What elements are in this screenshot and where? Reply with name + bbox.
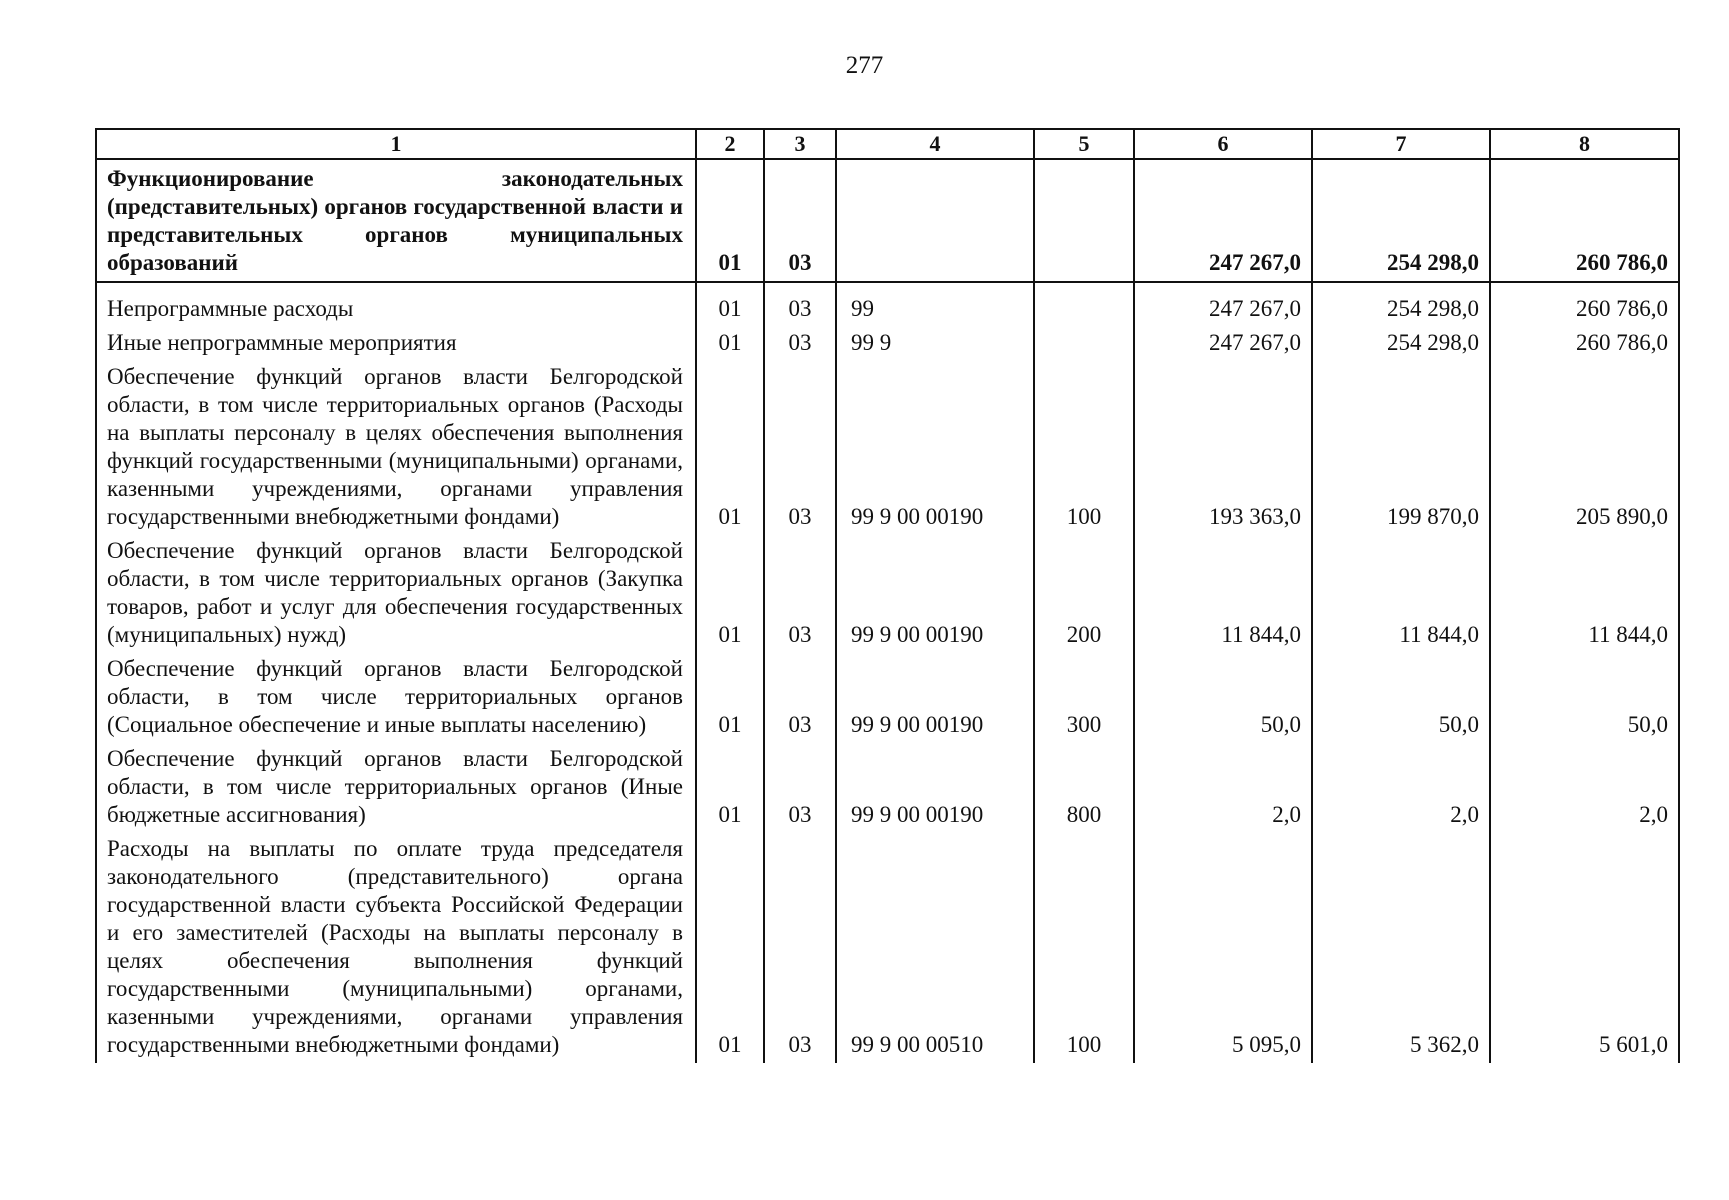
row-section-code: 01 xyxy=(696,159,764,282)
row-subsection-code: 03 xyxy=(764,159,836,282)
row-target-article: 99 9 xyxy=(836,325,1034,359)
row-name: Обеспечение функций органов власти Белгородской области, в том числе территориальных органов (Закупка товаров, работ и услуг для обеспечения государственных (муниципальных) нужд) xyxy=(96,533,696,651)
page-number: 277 xyxy=(845,52,884,79)
row-subsection-code: 03 xyxy=(764,282,836,325)
table-row xyxy=(96,282,1679,325)
row-target-article: 99 9 00 00190 xyxy=(836,533,1034,651)
row-section-code: 01 xyxy=(696,359,764,533)
row-amount-year-2: 5 362,0 xyxy=(1312,831,1490,1063)
row-name: Иные непрограммные мероприятия xyxy=(96,325,696,359)
table-row xyxy=(96,651,1679,741)
table-row xyxy=(96,359,1679,533)
row-expense-type: 200 xyxy=(1034,533,1134,651)
row-amount-year-3: 205 890,0 xyxy=(1490,359,1679,533)
row-name: Непрограммные расходы xyxy=(96,282,696,325)
row-amount-year-2: 50,0 xyxy=(1312,651,1490,741)
row-expense-type: 100 xyxy=(1034,359,1134,533)
row-amount-year-1: 247 267,0 xyxy=(1134,282,1312,325)
row-name: Расходы на выплаты по оплате труда председателя законодательного (представительного) органа государственной власти субъекта Российской Федерации и его заместителей (Расходы на выплаты персоналу в целях обеспечения выполнения функций государственными (муниципальными) органами, казенными учреждениями, органами управления государственными внебюджетными фондами) xyxy=(96,831,696,1063)
column-header-5: 5 xyxy=(1034,129,1134,159)
row-amount-year-1: 5 095,0 xyxy=(1134,831,1312,1063)
row-amount-year-1: 193 363,0 xyxy=(1134,359,1312,533)
row-amount-year-2: 254 298,0 xyxy=(1312,159,1490,282)
row-amount-year-3: 2,0 xyxy=(1490,741,1679,831)
column-header-7: 7 xyxy=(1312,129,1490,159)
column-header-4: 4 xyxy=(836,129,1034,159)
row-subsection-code: 03 xyxy=(764,359,836,533)
column-header-2: 2 xyxy=(696,129,764,159)
row-target-article: 99 9 00 00190 xyxy=(836,651,1034,741)
row-expense-type: 300 xyxy=(1034,651,1134,741)
row-amount-year-1: 247 267,0 xyxy=(1134,159,1312,282)
row-subsection-code: 03 xyxy=(764,831,836,1063)
row-name: Обеспечение функций органов власти Белгородской области, в том числе территориальных органов (Иные бюджетные ассигнования) xyxy=(96,741,696,831)
table-row xyxy=(96,831,1679,1063)
row-amount-year-3: 260 786,0 xyxy=(1490,325,1679,359)
row-name: Обеспечение функций органов власти Белгородской области, в том числе территориальных органов (Расходы на выплаты персоналу в целях обеспечения выполнения функций государственными (муниципальными) органами, казенными учреждениями, органами управления государственными внебюджетными фондами) xyxy=(96,359,696,533)
row-section-code: 01 xyxy=(696,325,764,359)
row-amount-year-2: 2,0 xyxy=(1312,741,1490,831)
row-amount-year-3: 11 844,0 xyxy=(1490,533,1679,651)
row-amount-year-3: 260 786,0 xyxy=(1490,159,1679,282)
column-header-6: 6 xyxy=(1134,129,1312,159)
row-amount-year-3: 260 786,0 xyxy=(1490,282,1679,325)
row-amount-year-1: 2,0 xyxy=(1134,741,1312,831)
table-row xyxy=(96,325,1679,359)
column-header-1: 1 xyxy=(96,129,696,159)
budget-table xyxy=(95,128,1680,1063)
row-target-article: 99 9 00 00510 xyxy=(836,831,1034,1063)
row-expense-type xyxy=(1034,282,1134,325)
table-row xyxy=(96,741,1679,831)
row-target-article: 99 9 00 00190 xyxy=(836,359,1034,533)
table-row xyxy=(96,533,1679,651)
row-expense-type xyxy=(1034,159,1134,282)
row-target-article: 99 9 00 00190 xyxy=(836,741,1034,831)
row-amount-year-2: 11 844,0 xyxy=(1312,533,1490,651)
row-amount-year-2: 254 298,0 xyxy=(1312,282,1490,325)
row-amount-year-1: 50,0 xyxy=(1134,651,1312,741)
row-amount-year-1: 247 267,0 xyxy=(1134,325,1312,359)
column-header-3: 3 xyxy=(764,129,836,159)
row-section-code: 01 xyxy=(696,282,764,325)
row-expense-type: 100 xyxy=(1034,831,1134,1063)
column-header-8: 8 xyxy=(1490,129,1679,159)
row-amount-year-3: 5 601,0 xyxy=(1490,831,1679,1063)
row-subsection-code: 03 xyxy=(764,325,836,359)
row-name: Обеспечение функций органов власти Белгородской области, в том числе территориальных органов (Социальное обеспечение и иные выплаты населению) xyxy=(96,651,696,741)
row-section-code: 01 xyxy=(696,533,764,651)
row-amount-year-3: 50,0 xyxy=(1490,651,1679,741)
table-row-section-total xyxy=(96,159,1679,282)
row-section-code: 01 xyxy=(696,741,764,831)
row-target-article xyxy=(836,159,1034,282)
column-number-header xyxy=(96,129,1679,159)
row-amount-year-1: 11 844,0 xyxy=(1134,533,1312,651)
row-target-article: 99 xyxy=(836,282,1034,325)
row-expense-type: 800 xyxy=(1034,741,1134,831)
row-subsection-code: 03 xyxy=(764,741,836,831)
row-section-code: 01 xyxy=(696,651,764,741)
row-name: Функционирование законодательных (представительных) органов государственной власти и представительных органов муниципальных образований xyxy=(96,159,696,282)
row-amount-year-2: 199 870,0 xyxy=(1312,359,1490,533)
row-expense-type xyxy=(1034,325,1134,359)
row-amount-year-2: 254 298,0 xyxy=(1312,325,1490,359)
row-section-code: 01 xyxy=(696,831,764,1063)
row-subsection-code: 03 xyxy=(764,533,836,651)
row-subsection-code: 03 xyxy=(764,651,836,741)
